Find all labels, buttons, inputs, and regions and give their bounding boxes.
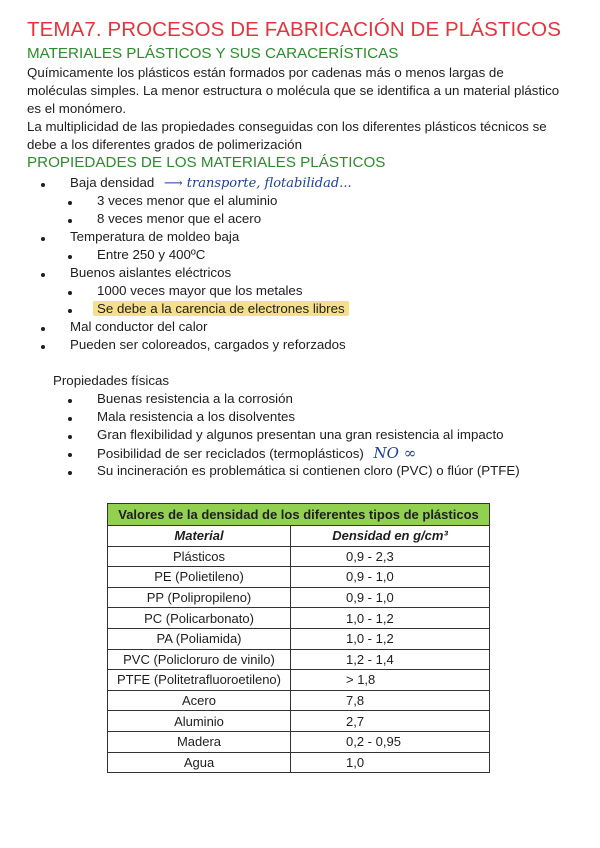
list-item: 3 veces menor que el aluminio — [97, 193, 278, 208]
bullet-icon — [68, 417, 72, 421]
handwritten-note: NO ∞ — [373, 444, 417, 462]
section-heading-properties: PROPIEDADES DE LOS MATERIALES PLÁSTICOS — [27, 154, 386, 171]
table-caption: Valores de la densidad de los diferentes tipos de plásticos — [108, 504, 490, 526]
paragraph-line: La multiplicidad de las propiedades conseguidas con los diferentes plásticos técnicos se — [27, 119, 547, 134]
list-item: 8 veces menor que el acero — [97, 211, 262, 226]
material-cell: Agua — [108, 752, 291, 773]
bullet-icon — [68, 453, 72, 457]
material-cell: Plásticos — [108, 546, 291, 567]
material-cell: Madera — [108, 731, 291, 752]
material-cell: PA (Poliamida) — [108, 628, 291, 649]
material-cell: PC (Policarbonato) — [108, 608, 291, 629]
material-cell: PVC (Policloruro de vinilo) — [108, 649, 291, 670]
paragraph-line: debe a los diferentes grados de polimerización — [27, 137, 302, 152]
density-cell: 1,0 — [291, 752, 490, 773]
table-row — [108, 587, 490, 608]
list-item: Su incineración es problemática si contienen cloro (PVC) o flúor (PTFE) — [97, 463, 520, 478]
table-header-row — [108, 526, 490, 547]
density-cell: 7,8 — [291, 690, 490, 711]
bullet-icon — [68, 255, 72, 259]
table-row — [108, 711, 490, 732]
bullet-icon — [68, 309, 72, 313]
bullet-icon — [41, 327, 45, 331]
bullet-icon — [68, 219, 72, 223]
column-header-material: Material — [108, 526, 291, 547]
page-title: TEMA7. PROCESOS DE FABRICACIÓN DE PLÁSTICOS — [27, 18, 561, 41]
bullet-icon — [68, 291, 72, 295]
density-cell: > 1,8 — [291, 670, 490, 691]
bullet-icon — [68, 471, 72, 475]
subheading-physical-properties: Propiedades físicas — [53, 373, 170, 388]
table-row — [108, 670, 490, 691]
bullet-icon — [41, 237, 45, 241]
density-cell: 1,0 - 1,2 — [291, 628, 490, 649]
paragraph-line: Químicamente los plásticos están formados por cadenas más o menos largas de — [27, 65, 504, 80]
material-cell: PP (Polipropileno) — [108, 587, 291, 608]
handwritten-note: ⟶ transporte, flotabilidad... — [163, 176, 352, 191]
bullet-icon — [68, 201, 72, 205]
list-item — [70, 174, 352, 193]
density-cell: 0,2 - 0,95 — [291, 731, 490, 752]
list-item: Mala resistencia a los disolventes — [97, 409, 296, 424]
material-cell: Aluminio — [108, 711, 291, 732]
table-row — [108, 608, 490, 629]
density-cell: 0,9 - 1,0 — [291, 567, 490, 588]
intro-paragraph — [27, 64, 587, 154]
paragraph-line: moléculas simples. La menor estructura o molécula que se identifica a un material plástico — [27, 83, 560, 98]
paragraph-line: es el monómero. — [27, 101, 127, 116]
list-item-highlighted — [97, 300, 349, 318]
material-cell: PTFE (Politetrafluoroetileno) — [108, 670, 291, 691]
material-cell: Acero — [108, 690, 291, 711]
material-cell: PE (Polietileno) — [108, 567, 291, 588]
list-item: Gran flexibilidad y algunos presentan una gran resistencia al impacto — [97, 427, 504, 442]
table-row — [108, 690, 490, 711]
table-row — [108, 628, 490, 649]
density-cell: 1,2 - 1,4 — [291, 649, 490, 670]
table-row — [108, 731, 490, 752]
list-item: Buenos aislantes eléctricos — [70, 265, 232, 280]
table-row — [108, 546, 490, 567]
list-item-text: Baja densidad — [70, 175, 155, 190]
list-item-text: Posibilidad de ser reciclados (termoplásticos) — [97, 446, 364, 461]
density-cell: 0,9 - 2,3 — [291, 546, 490, 567]
density-cell: 2,7 — [291, 711, 490, 732]
density-cell: 1,0 - 1,2 — [291, 608, 490, 629]
density-table — [107, 503, 490, 773]
list-item: Pueden ser coloreados, cargados y reforzados — [70, 337, 346, 352]
bullet-icon — [41, 183, 45, 187]
bullet-icon — [41, 273, 45, 277]
list-item: Temperatura de moldeo baja — [70, 229, 240, 244]
list-item: Buenas resistencia a la corrosión — [97, 391, 293, 406]
bullet-icon — [41, 345, 45, 349]
density-cell: 0,9 - 1,0 — [291, 587, 490, 608]
bullet-icon — [68, 435, 72, 439]
highlighted-text: Se debe a la carencia de electrones libres — [93, 301, 349, 316]
bullet-icon — [68, 399, 72, 403]
table-row — [108, 649, 490, 670]
list-item: Entre 250 y 400ºC — [97, 247, 206, 262]
list-item: 1000 veces mayor que los metales — [97, 283, 303, 298]
list-item — [97, 444, 416, 463]
table-row — [108, 752, 490, 773]
column-header-density: Densidad en g/cm³ — [291, 526, 490, 547]
table-caption-row — [108, 504, 490, 526]
list-item: Mal conductor del calor — [70, 319, 208, 334]
table-row — [108, 567, 490, 588]
section-heading-materials: MATERIALES PLÁSTICOS Y SUS CARACERÍSTICAS — [27, 45, 399, 62]
